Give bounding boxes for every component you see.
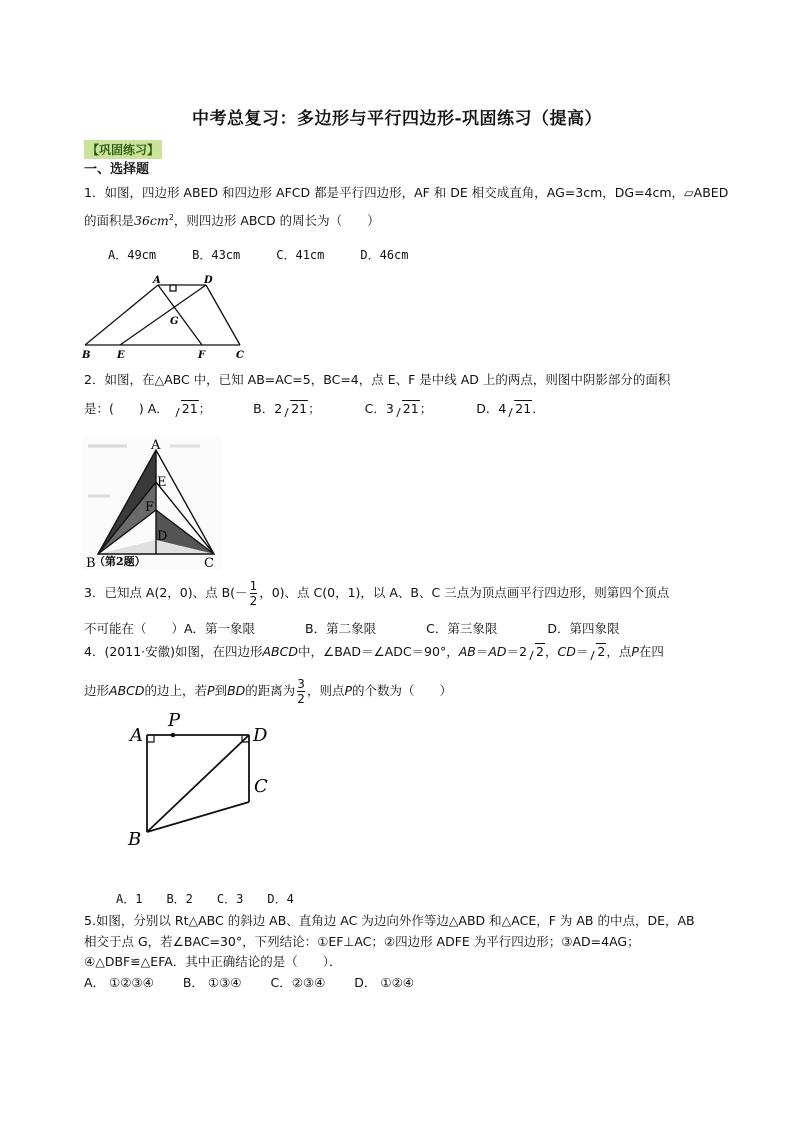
q2-opt-b-sqrt: 21 — [282, 401, 308, 416]
q4-sqrt-ad: 2 — [527, 644, 545, 659]
q5-line1: 5.如图，分别以 Rt△ABC 的斜边 AB、直角边 AC 为边向外作等边△ABD 和△ACE，F 为 AB 的中点，DE，AB — [84, 913, 695, 928]
section-heading: 一、选择题 — [84, 162, 150, 177]
q3-fraction: $\frac{1}{2}$ — [249, 579, 258, 608]
q1-label-f: F — [198, 350, 206, 361]
q1-label-b: B — [82, 350, 91, 361]
q4-line2: 边形ABCD的边上，若P到BD的距离为 $\frac{3}{2}$ ，则点P的个数为（ ） — [84, 677, 453, 706]
q2-label-a: A — [151, 438, 161, 453]
q1-label-c: C — [236, 350, 244, 361]
q1-area-label: 的面积是 — [84, 213, 135, 228]
q2-opt-c: C．3 — [364, 401, 394, 416]
q1-figure — [80, 272, 255, 362]
q4-right-angle-a — [147, 735, 154, 742]
q1-label-g: G — [170, 316, 179, 327]
q2-line1: 2．如图，在△ABC 中，已知 AB=AC=5，BC=4，点 E、F 是中线 AD 上的两点，则图中阴影部分的面积 — [84, 372, 671, 387]
q2-figure — [82, 436, 222, 570]
q5-line3: ④△DBF≌△EFA．其中正确结论的是（ ）． — [84, 954, 342, 969]
q2-label-b: B — [86, 556, 96, 570]
q1-label-d: D — [204, 275, 213, 286]
q2-opt-d: D．4 — [476, 401, 507, 416]
q2-label-d: D — [157, 529, 168, 544]
section-tag: 【巩固练习】 — [84, 140, 162, 159]
q4-figure — [122, 706, 282, 856]
q1-line1: 1．如图，四边形 ABED 和四边形 AFCD 都是平行四边形，AF 和 DE 相交成直角，AG=3cm，DG=4cm，▱ABED — [84, 185, 729, 200]
q1-right-angle-mark — [170, 285, 176, 291]
q2-opt-d-sqrt: 21 — [506, 401, 532, 416]
q1-edge-dc — [206, 285, 240, 345]
q4-label-d: D — [253, 725, 268, 746]
q4-options: A．1 B．2 C．3 D．4 — [116, 892, 294, 906]
q1-label-e: E — [117, 350, 125, 361]
q2-line2: 是：( ) A． 21； B．2 21； C．3 21； D．4 21． — [84, 401, 545, 416]
q4-label-p: P — [168, 710, 181, 731]
q1-line2: 的面积是$36cm^2$，则四边形 ABCD 的周长为（ ） — [84, 212, 380, 228]
q2-label-c: C — [204, 556, 214, 570]
q4-point-p — [171, 733, 176, 738]
q2-opt-c-sqrt: 21 — [394, 401, 420, 416]
q1-area-value: 36cm — [134, 213, 169, 228]
q4-sqrt-cd: 2 — [588, 644, 606, 659]
q3-text-a: 3．已知点 A(2，0)、点 B(－ — [84, 585, 248, 600]
q1-edge-af — [158, 285, 202, 345]
q2-label-e: E — [157, 475, 167, 490]
q4-label-c: C — [254, 776, 268, 797]
q2-prefix: 是：( ) A． — [84, 401, 169, 416]
q5-line2: 相交于点 G，若∠BAC=30°，下列结论：①EF⊥AC；②四边形 ADFE 为平行四边形；③AD=4AG； — [84, 934, 640, 949]
q3-line1 — [84, 579, 669, 608]
q1-label-a: A — [153, 275, 161, 286]
q1-edge-de — [120, 285, 206, 345]
q4-fraction: $\frac{3}{2}$ — [297, 677, 305, 706]
q2-opt-b: B．2 — [253, 401, 283, 416]
q1-edge-ab — [85, 285, 158, 345]
q1-question: ，则四边形 ABCD 的周长为（ ） — [173, 213, 380, 228]
q2-opt-a-sqrt: 21 — [173, 401, 199, 416]
q2-caption: （第2题） — [94, 555, 146, 568]
q4-label-b: B — [128, 829, 142, 850]
q4-label-a: A — [130, 725, 143, 746]
q3-text-b: ，0)、点 C(0，1)，以 A、B、C 三点为顶点画平行四边形，则第四个顶点 — [259, 585, 670, 600]
q4-line1: 4．(2011·安徽)如图，在四边形ABCD中，∠BAD＝∠ADC＝90°，AB＝AD＝2 2，CD＝ 2，点P在四 — [84, 644, 664, 659]
page-title: 中考总复习：多边形与平行四边形-巩固练习（提高） — [191, 109, 603, 129]
q1-options: A．49cm B．43cm C．41cm D．46cm — [108, 248, 409, 262]
q2-label-f: F — [145, 500, 155, 515]
q3-line2: 不可能在（ ）A．第一象限 B．第二象限 C．第三象限 D．第四象限 — [84, 621, 620, 636]
q5-options: A． ①②③④ B． ①③④ C．②③④ D． ①②④ — [84, 975, 414, 990]
